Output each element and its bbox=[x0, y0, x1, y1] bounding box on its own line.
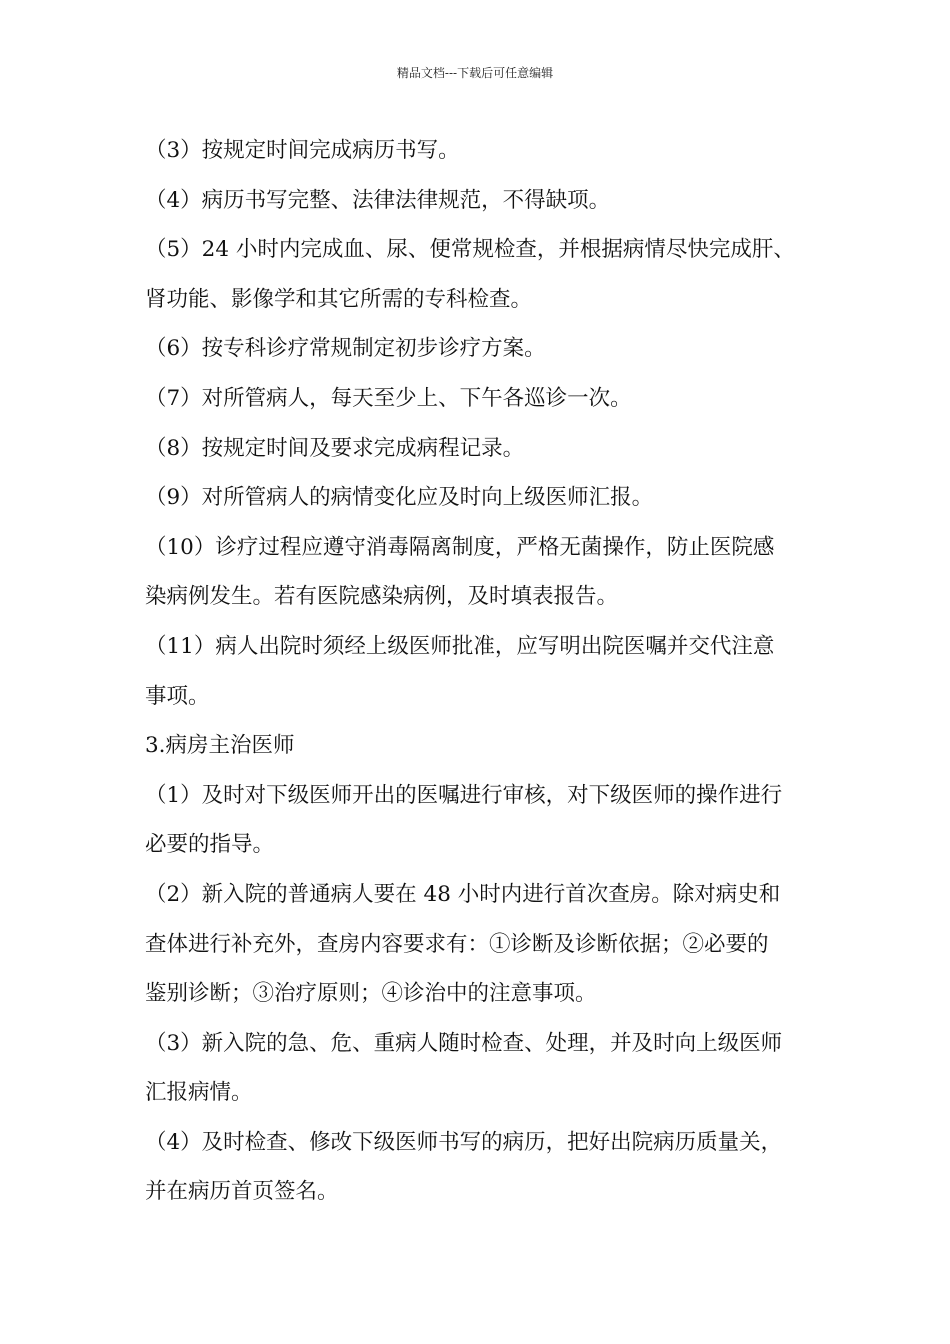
text-line: （4）病历书写完整、法律法律规范，不得缺项。 bbox=[145, 187, 611, 213]
text-line: （3）新入院的急、危、重病人随时检查、处理，并及时向上级医师 bbox=[145, 1030, 783, 1056]
text-line: （6）按专科诊疗常规制定初步诊疗方案。 bbox=[145, 336, 546, 362]
text-line: （5）24 小时内完成血、尿、便常规检查，并根据病情尽快完成肝、 bbox=[145, 237, 795, 263]
text-line: （3）按规定时间完成病历书写。 bbox=[145, 138, 460, 163]
text-line: （7）对所管病人，每天至少上、下午各巡诊一次。 bbox=[145, 385, 632, 411]
text-line: 事项。 bbox=[145, 683, 210, 709]
text-line: （2）新入院的普通病人要在 48 小时内进行首次查房。除对病史和 bbox=[145, 881, 781, 907]
document-body bbox=[145, 126, 810, 1217]
text-line: 必要的指导。 bbox=[145, 832, 275, 858]
text-line: 查体进行补充外，查房内容要求有：①诊断及诊断依据；②必要的 bbox=[145, 931, 769, 957]
page-header: 精品文档---下载后可任意编辑 bbox=[396, 66, 554, 80]
text-line: 并在病历首页签名。 bbox=[145, 1179, 339, 1205]
text-line: （10）诊疗过程应遵守消毒隔离制度，严格无菌操作，防止医院感 bbox=[145, 534, 775, 560]
section-heading: 3.病房主治医师 bbox=[145, 733, 295, 759]
text-line: （1）及时对下级医师开出的医嘱进行审核，对下级医师的操作进行 bbox=[145, 782, 783, 808]
text-line: （11）病人出院时须经上级医师批准，应写明出院医嘱并交代注意 bbox=[145, 633, 775, 659]
text-line: （8）按规定时间及要求完成病程记录。 bbox=[145, 435, 525, 461]
text-line: 染病例发生。若有医院感染病例，及时填表报告。 bbox=[145, 584, 619, 610]
text-line: 鉴别诊断；③治疗原则；④诊治中的注意事项。 bbox=[145, 981, 597, 1007]
text-line: （4）及时检查、修改下级医师书写的病历，把好出院病历质量关， bbox=[145, 1129, 783, 1155]
text-line: 肾功能、影像学和其它所需的专科检查。 bbox=[145, 286, 533, 312]
text-line: 汇报病情。 bbox=[145, 1080, 253, 1106]
text-line: （9）对所管病人的病情变化应及时向上级医师汇报。 bbox=[145, 485, 654, 511]
